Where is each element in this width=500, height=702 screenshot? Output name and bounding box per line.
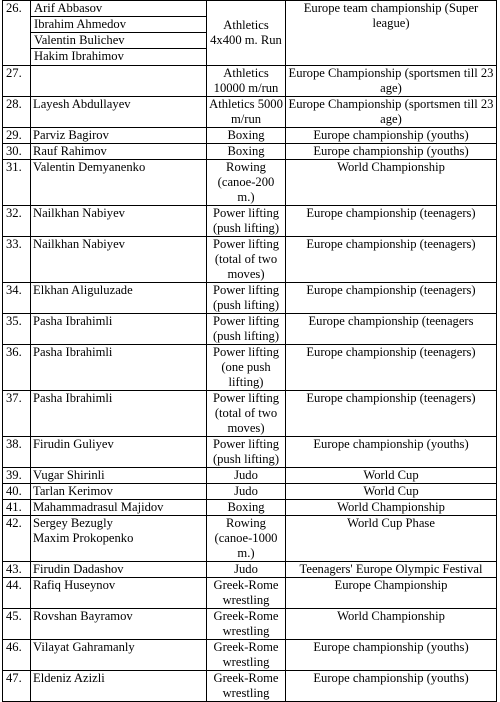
athlete-name (31, 66, 207, 97)
table-row (3, 314, 497, 345)
athlete-name: Pasha Ibrahimli (31, 391, 207, 437)
athlete-name: Pasha Ibrahimli (31, 314, 207, 345)
competition-cell: World Championship (286, 160, 497, 206)
sport-cell: Boxing (207, 144, 286, 160)
sport-cell: Power lifting (one push lifting) (207, 345, 286, 391)
athlete-name: Layesh Abdullayev (31, 97, 207, 128)
sport-cell: Greek-Rome wrestling (207, 640, 286, 671)
competition-cell: Europe championship (teenagers) (286, 237, 497, 283)
athlete-name: Firudin Guliyev (31, 437, 207, 468)
table-row (3, 1, 497, 66)
sport-cell: Judo (207, 562, 286, 578)
table-row (3, 578, 497, 609)
competition-cell: World Cup (286, 468, 497, 484)
athlete-name: Parviz Bagirov (31, 128, 207, 144)
competition-cell: World Championship (286, 500, 497, 516)
table-row (3, 391, 497, 437)
row-number: 47. (3, 671, 31, 702)
competition-cell: Europe championship (teenagers) (286, 206, 497, 237)
competition-cell: World Championship (286, 609, 497, 640)
sport-cell: Greek-Rome wrestling (207, 609, 286, 640)
sport-cell: Rowing (canoe-200 m.) (207, 160, 286, 206)
team-names (31, 1, 207, 66)
table-row (3, 144, 497, 160)
row-number: 45. (3, 609, 31, 640)
row-number: 43. (3, 562, 31, 578)
row-number: 26. (3, 1, 31, 66)
athlete-name: Vilayat Gahramanly (31, 640, 207, 671)
competition-cell: Europe championship (youths) (286, 437, 497, 468)
table-row (3, 500, 497, 516)
athlete-name: Ibrahim Ahmedov (31, 17, 206, 33)
athlete-name: Tarlan Kerimov (31, 484, 207, 500)
row-number: 36. (3, 345, 31, 391)
competition-cell: Europe championship (teenagers) (286, 283, 497, 314)
competition-cell: Europe championship (youths) (286, 671, 497, 702)
competition-cell: World Cup Phase (286, 516, 497, 562)
athlete-name: Firudin Dadashov (31, 562, 207, 578)
athlete-name: Rauf Rahimov (31, 144, 207, 160)
athlete-name: Nailkhan Nabiyev (31, 206, 207, 237)
sport-cell: Power lifting (push lifting) (207, 283, 286, 314)
row-number: 41. (3, 500, 31, 516)
athlete-name: Nailkhan Nabiyev (31, 237, 207, 283)
row-number: 33. (3, 237, 31, 283)
table-row (3, 640, 497, 671)
competition-cell: Europe championship (teenagers) (286, 391, 497, 437)
table-row (3, 437, 497, 468)
table-row (3, 128, 497, 144)
table-row (3, 66, 497, 97)
competition-cell: Europe championship (youths) (286, 128, 497, 144)
competition-cell: Europe championship (teenagers) (286, 345, 497, 391)
athlete-name: Valentin Bulichev (31, 33, 206, 49)
row-number: 30. (3, 144, 31, 160)
row-number: 42. (3, 516, 31, 562)
competition-cell: Europe Championship (286, 578, 497, 609)
sport-cell: Power lifting (push lifting) (207, 437, 286, 468)
table-row (3, 609, 497, 640)
table-row (3, 671, 497, 702)
row-number: 38. (3, 437, 31, 468)
competition-cell: Europe championship (youths) (286, 640, 497, 671)
sport-cell: Power lifting (push lifting) (207, 314, 286, 345)
table-row (3, 345, 497, 391)
row-number: 27. (3, 66, 31, 97)
table-row (3, 237, 497, 283)
athlete-name: Vugar Shirinli (31, 468, 207, 484)
competition-cell: Europe championship (youths) (286, 144, 497, 160)
table-row (3, 97, 497, 128)
table-row (3, 468, 497, 484)
row-number: 34. (3, 283, 31, 314)
table-row (3, 562, 497, 578)
table-row (3, 484, 497, 500)
sport-cell: Greek-Rome wrestling (207, 578, 286, 609)
athlete-name: Sergey Bezugly (33, 516, 113, 530)
athlete-name: Elkhan Aliguluzade (31, 283, 207, 314)
results-table (2, 0, 497, 702)
row-number: 31. (3, 160, 31, 206)
athlete-name: Valentin Demyanenko (31, 160, 207, 206)
competition-cell: Europe championship (teenagers (286, 314, 497, 345)
sport-cell: Power lifting (total of two moves) (207, 237, 286, 283)
athlete-name: Eldeniz Azizli (31, 671, 207, 702)
row-number: 40. (3, 484, 31, 500)
sport-cell: Rowing (canoe-1000 m.) (207, 516, 286, 562)
table-row (3, 206, 497, 237)
sport-cell: Athletics 4x400 m. Run (207, 1, 286, 66)
sport-cell: Judo (207, 468, 286, 484)
competition-cell: Europe Championship (sportsmen till 23 age) (286, 66, 497, 97)
table-row (3, 283, 497, 314)
athlete-name: Mahammadrasul Majidov (31, 500, 207, 516)
sport-cell: Greek-Rome wrestling (207, 671, 286, 702)
sport-cell: Judo (207, 484, 286, 500)
row-number: 28. (3, 97, 31, 128)
athlete-name: Pasha Ibrahimli (31, 345, 207, 391)
athlete-name: Rovshan Bayramov (31, 609, 207, 640)
competition-cell: Europe team championship (Super league) (286, 1, 497, 66)
sport-cell: Power lifting (total of two moves) (207, 391, 286, 437)
row-number: 29. (3, 128, 31, 144)
sport-cell: Boxing (207, 500, 286, 516)
athlete-name: Rafiq Huseynov (31, 578, 207, 609)
sport-cell: Power lifting (push lifting) (207, 206, 286, 237)
table-row (3, 516, 497, 562)
sport-cell: Boxing (207, 128, 286, 144)
row-number: 37. (3, 391, 31, 437)
row-number: 44. (3, 578, 31, 609)
athlete-name: Maxim Prokopenko (33, 531, 134, 545)
team-names (31, 516, 207, 562)
sport-cell: Athletics 5000 m/run (207, 97, 286, 128)
row-number: 46. (3, 640, 31, 671)
athlete-name: Hakim Ibrahimov (34, 49, 124, 63)
row-number: 39. (3, 468, 31, 484)
sport-cell: Athletics 10000 m/run (207, 66, 286, 97)
competition-cell: Europe Championship (sportsmen till 23 age) (286, 97, 497, 128)
athlete-name: Arif Abbasov (31, 1, 206, 17)
competition-cell: World Cup (286, 484, 497, 500)
row-number: 32. (3, 206, 31, 237)
competition-cell: Teenagers' Europe Olympic Festival (286, 562, 497, 578)
table-row (3, 160, 497, 206)
row-number: 35. (3, 314, 31, 345)
